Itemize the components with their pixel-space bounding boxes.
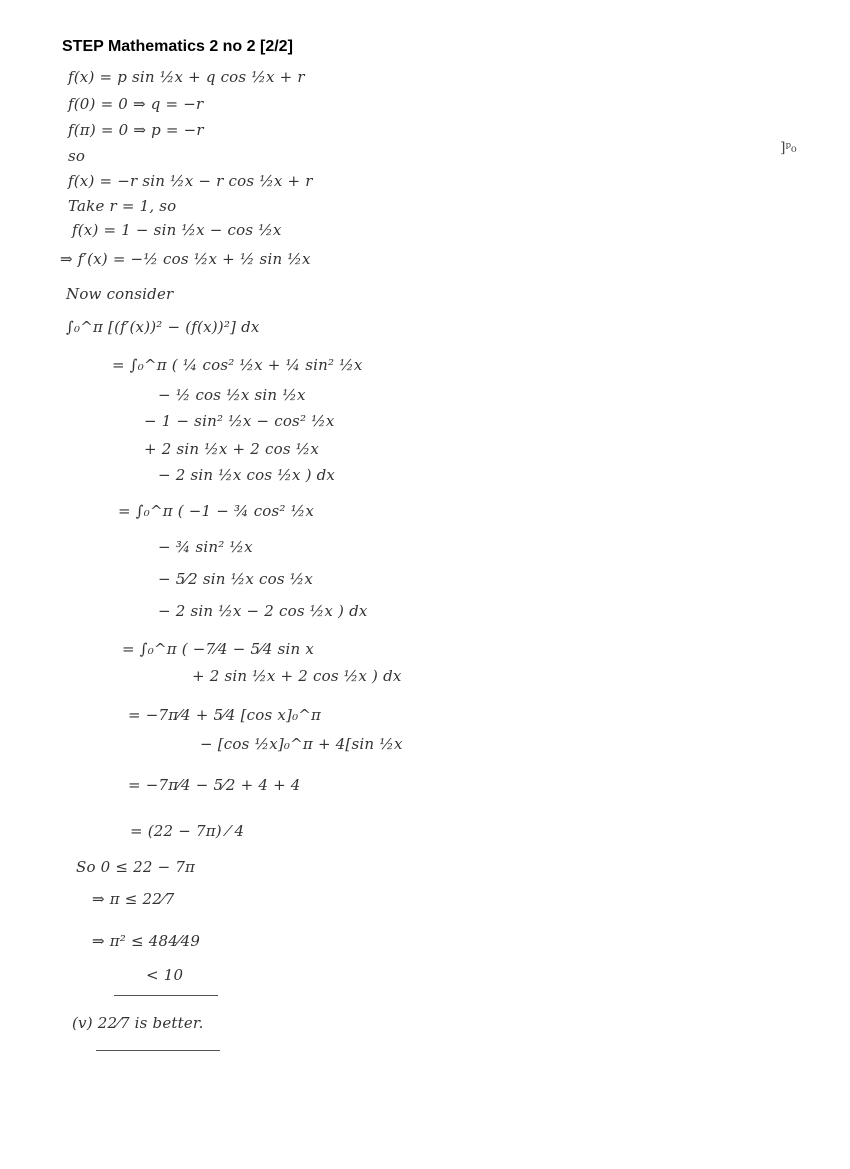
line-1: f(x) = p sin ½x + q cos ½x + r — [68, 68, 305, 86]
line-29: < 10 — [146, 966, 184, 984]
line-19: − 2 sin ½x − 2 cos ½x ) dx — [158, 602, 368, 620]
line-10: ∫₀^π [(f′(x))² − (f(x))²] dx — [66, 318, 260, 336]
line-21: + 2 sin ½x + 2 cos ½x ) dx — [192, 667, 402, 685]
line-9: Now consider — [66, 285, 174, 303]
line-13: − 1 − sin² ½x − cos² ½x — [144, 412, 335, 430]
line-25: = (22 − 7π) ⁄ 4 — [130, 822, 245, 840]
line-18: − 5⁄2 sin ½x cos ½x — [158, 570, 314, 588]
line-24: = −7π⁄4 − 5⁄2 + 4 + 4 — [128, 776, 301, 794]
divider-rule-2 — [96, 1050, 220, 1051]
page-title: STEP Mathematics 2 no 2 [2/2] — [62, 38, 293, 55]
line-14: + 2 sin ½x + 2 cos ½x — [144, 440, 320, 458]
divider-rule-1 — [114, 995, 218, 996]
line-12: − ½ cos ½x sin ½x — [158, 386, 306, 404]
line-8: ⇒ f′(x) = −½ cos ½x + ½ sin ½x — [60, 250, 311, 268]
line-27: ⇒ π ≤ 22⁄7 — [92, 890, 175, 908]
line-26: So 0 ≤ 22 − 7π — [76, 858, 196, 876]
line-23: − [cos ½x]₀^π + 4[sin ½x — [200, 735, 403, 753]
line-6: Take r = 1, so — [68, 197, 177, 215]
line-4: so — [68, 147, 86, 165]
line-17: − ¾ sin² ½x — [158, 538, 253, 556]
line-3: f(π) = 0 ⇒ p = −r — [68, 121, 204, 139]
line-20: = ∫₀^π ( −7⁄4 − 5⁄4 sin x — [122, 640, 314, 658]
line-11: = ∫₀^π ( ¼ cos² ½x + ¼ sin² ½x — [112, 356, 363, 374]
line-2: f(0) = 0 ⇒ q = −r — [68, 95, 204, 113]
line-22: = −7π⁄4 + 5⁄4 [cos x]₀^π — [128, 706, 322, 724]
line-5: f(x) = −r sin ½x − r cos ½x + r — [68, 172, 313, 190]
margin-note: ]ᵖ₀ — [780, 140, 797, 156]
line-16: = ∫₀^π ( −1 − ¾ cos² ½x — [118, 502, 315, 520]
line-28: ⇒ π² ≤ 484⁄49 — [92, 932, 201, 950]
line-15: − 2 sin ½x cos ½x ) dx — [158, 466, 336, 484]
line-30: (v) 22⁄7 is better. — [72, 1014, 204, 1032]
line-7: f(x) = 1 − sin ½x − cos ½x — [72, 221, 282, 239]
